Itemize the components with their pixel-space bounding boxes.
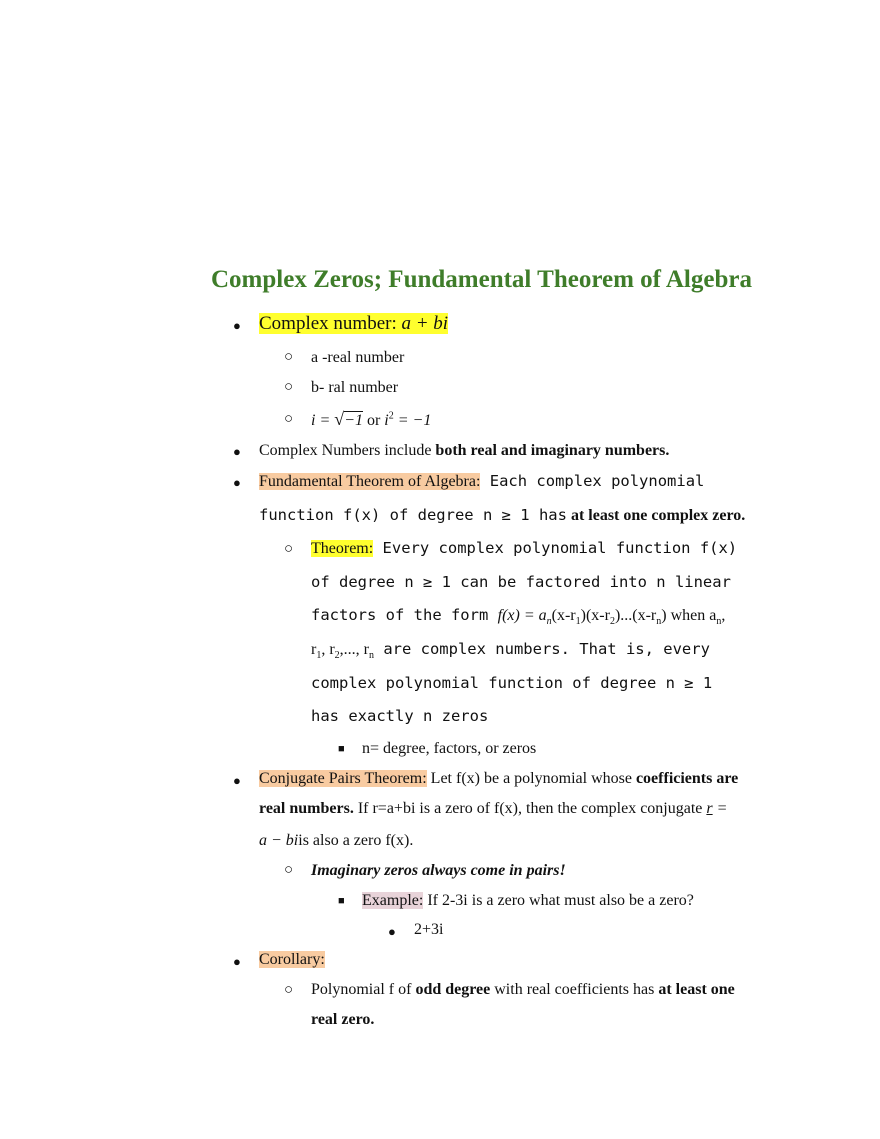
example-item: Example: If 2-3i is a zero what must also be a zero? bbox=[362, 892, 694, 909]
bullet-icon: ● bbox=[233, 475, 241, 490]
imaginary-part-item: b- ral number bbox=[311, 379, 399, 396]
real-part-item: a -real number bbox=[311, 349, 405, 366]
theorem-line-5: complex polynomial function of degree n ≥ 1 bbox=[311, 674, 713, 692]
circle-bullet-icon: ○ bbox=[284, 379, 294, 395]
i-definition-item: i = √−1 or $i^2 = -1$ bbox=[311, 409, 432, 429]
bullet-icon: ● bbox=[233, 318, 241, 333]
conjugate-line-1: Conjugate Pairs Theorem: Let f(x) be a polynomial whose coefficients are bbox=[259, 770, 739, 787]
circle-bullet-icon: ○ bbox=[284, 862, 294, 878]
circle-bullet-icon: ○ bbox=[284, 982, 294, 998]
bullet-icon: ● bbox=[233, 773, 241, 788]
theorem-line-3: factors of the form $f(x) = a_n(x-r_1)(x-r_2)...(x-r_n)$ when $a_n$, bbox=[311, 606, 726, 628]
corollary-line: Corollary: bbox=[259, 951, 325, 968]
corollary-item-line-2: real zero. bbox=[311, 1011, 375, 1028]
complex-number-line bbox=[259, 313, 448, 335]
square-bullet-icon: ■ bbox=[338, 743, 345, 755]
sqrt-icon: √ bbox=[334, 409, 345, 429]
theorem-line-4: $r_1$, $r_2$,..., $r_n$ are complex numbers. That is, every bbox=[311, 640, 710, 662]
circle-bullet-icon: ○ bbox=[284, 411, 294, 427]
bullet-icon: ● bbox=[233, 954, 241, 969]
fta-line-2: function f(x) of degree n ≥ 1 has at least one complex zero. bbox=[259, 506, 746, 524]
theorem-line-2: of degree n ≥ 1 can be factored into n linear bbox=[311, 573, 731, 591]
conjugate-line-3: a − biis also a zero f(x). bbox=[259, 832, 414, 849]
conjugate-line-2: real numbers. If r=a+bi is a zero of f(x), then the complex conjugate r = bbox=[259, 800, 728, 817]
complex-include-line: Complex Numbers include both real and imaginary numbers. bbox=[259, 442, 670, 459]
answer-item: 2+3i bbox=[414, 921, 444, 938]
circle-bullet-icon: ○ bbox=[284, 349, 294, 365]
square-bullet-icon: ■ bbox=[338, 895, 345, 907]
circle-bullet-icon: ○ bbox=[284, 541, 294, 557]
theorem-line-6: has exactly n zeros bbox=[311, 707, 489, 725]
n-definition-item: n= degree, factors, or zeros bbox=[362, 740, 537, 757]
fta-line-1: Fundamental Theorem of Algebra: Each complex polynomial bbox=[259, 472, 705, 490]
corollary-item-line-1: Polynomial f of odd degree with real coefficients has at least one bbox=[311, 981, 735, 998]
theorem-line-1: Theorem: Every complex polynomial function f(x) bbox=[311, 539, 738, 557]
bullet-icon: ● bbox=[388, 924, 396, 939]
bullet-icon: ● bbox=[233, 444, 241, 459]
complex-number-highlight: Complex number: a + bi bbox=[259, 313, 449, 334]
page-title: Complex Zeros; Fundamental Theorem of Algebra bbox=[211, 266, 752, 293]
imaginary-pairs-item: Imaginary zeros always come in pairs! bbox=[311, 862, 566, 879]
